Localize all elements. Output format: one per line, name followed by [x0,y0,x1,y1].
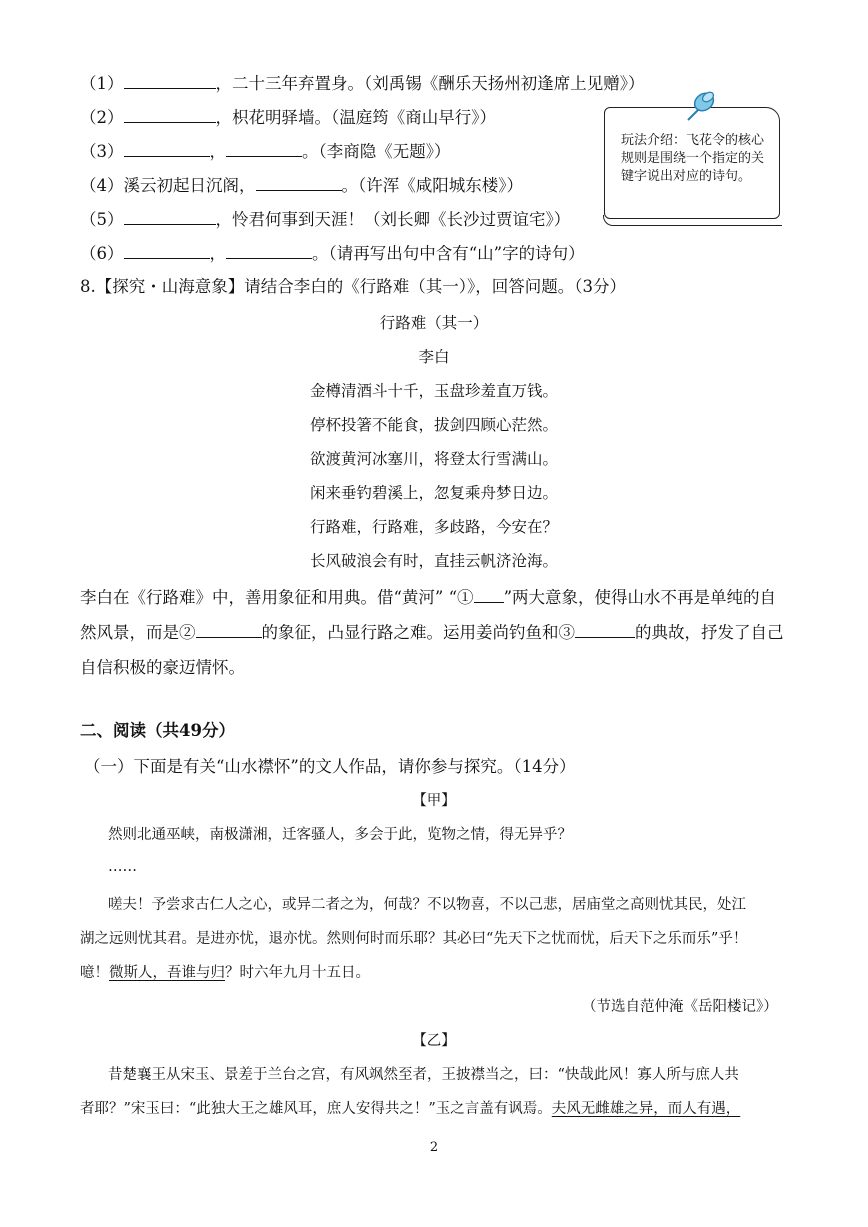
passage-yi-label: 【乙】 [412,1033,456,1049]
answer-blank[interactable] [124,106,216,123]
passage-text: 者耶？”宋玉曰：“此独大王之雄风耳，庶人安得共之！”玉之言盖有讽焉。 [80,1101,552,1117]
passage-text: 嗟夫！予尝求古仁人之心，或异二者之为，何哉？不以物喜，不以己悲，居庙堂之高则忧其民，处江 [108,897,746,913]
passage-text: 噫！ [80,965,109,981]
pushpin-icon [682,86,722,126]
fill-item-5 [80,208,570,231]
section-title: 二、阅读（共49分） [80,721,235,740]
comma: ， [209,244,226,263]
item-text: 。（请再写出句中含有“山”字的诗句） [312,244,585,263]
item-text: 。（李商隐《无题》） [302,142,451,161]
answer-blank[interactable] [124,242,210,259]
passage-text [80,1098,740,1120]
fill-item-4 [80,174,523,197]
note-text: 玩法介绍：飞花令的核心规则是围绕一个指定的关键字说出对应的诗句。 [621,133,765,184]
item-number: （1） [80,74,124,93]
item-number: （2） [80,108,124,127]
answer-blank[interactable] [226,242,312,259]
fill-item-1 [80,72,645,95]
answer-blank[interactable] [226,140,302,157]
item-number: （3） [80,142,124,161]
underlined-sentence: 夫风无雌雄之异，而人有遇， [551,1101,741,1117]
q8-answer-paragraph [80,580,792,685]
poem-line: 停杯投箸不能食，拔剑四顾心茫然。 [309,416,558,434]
answer-text: 的象征，凸显行路之难。运用姜尚钓鱼和③ [261,623,575,642]
item-text: ，怜君何事到天涯！（刘长卿《长沙过贾谊宅》） [215,210,571,229]
passage-text: ？时六年九月十五日。 [225,965,370,981]
fill-item-6 [80,242,585,265]
q8-heading: 8.【探究・山海意象】请结合李白的《行路难（其一）》，回答问题。（3分） [80,277,626,296]
answer-blank[interactable] [575,621,635,638]
page-number: 2 [429,1140,439,1155]
item-number: （5） [80,210,124,229]
poem-line: 金樽清酒斗十千，玉盘珍羞直万钱。 [309,382,558,400]
answer-text: ”两大意象，使得山水不再是单纯的自然风景，而是② [80,588,776,642]
poem-title: 行路难（其一） [379,314,489,332]
passage-jia-label: 【甲】 [412,793,456,809]
item-text: ，二十三年弃置身。（刘禹锡《酬乐天扬州初逢席上见赠》） [215,74,645,93]
fill-item-2 [80,106,496,129]
answer-text: 的典故，抒发了自己自信积极的豪迈情怀。 [80,623,784,677]
poem-author: 李白 [418,348,450,366]
answer-blank[interactable] [124,140,210,157]
answer-blank[interactable] [124,208,216,225]
item-text: 。（许浑《咸阳城东楼》） [341,176,523,195]
poem-line: 欲渡黄河冰塞川，将登太行雪满山。 [309,450,558,468]
passage-text: 然则北通巫峡，南极潇湘，迁客骚人，多会于此，览物之情，得无异乎？ [108,827,572,843]
item-number: （6） [80,244,124,263]
ellipsis: …… [108,859,137,875]
fill-item-3 [80,140,451,163]
passage-source: （节选自范仲淹《岳阳楼记》） [582,999,778,1015]
passage-text: 昔楚襄王从宋玉、景差于兰台之宫，有风飒然至者，王披襟当之，曰：“快哉此风！寡人所与庶人共 [108,1067,739,1083]
item-number: （4）溪云初起日沉阁， [80,176,256,195]
answer-blank[interactable] [474,586,504,603]
answer-blank[interactable] [124,72,216,89]
section-subtitle: （一）下面是有关“山水襟怀”的文人作品，请你参与探究。（14分） [84,757,576,776]
answer-blank[interactable] [196,621,262,638]
poem-line: 长风破浪会有时，直挂云帆济沧海。 [309,552,558,570]
passage-text [80,962,370,984]
item-text: ，枳花明驿墙。（温庭筠《商山早行》） [215,108,496,127]
comma: ， [209,142,226,161]
poem-line: 闲来垂钓碧溪上，忽复乘舟梦日边。 [309,484,558,502]
poem-line: 行路难，行路难，多歧路，今安在？ [309,518,558,536]
passage-text: 湖之远则忧其君。是进亦忧，退亦忧。然则何时而乐耶？其必曰“先天下之忧而忧，后天下之乐而乐”乎！ [80,931,748,947]
underlined-sentence: 微斯人，吾谁与归 [109,965,225,981]
answer-blank[interactable] [256,174,342,191]
answer-text: 李白在《行路难》中，善用象征和用典。借“黄河” “① [80,588,474,607]
